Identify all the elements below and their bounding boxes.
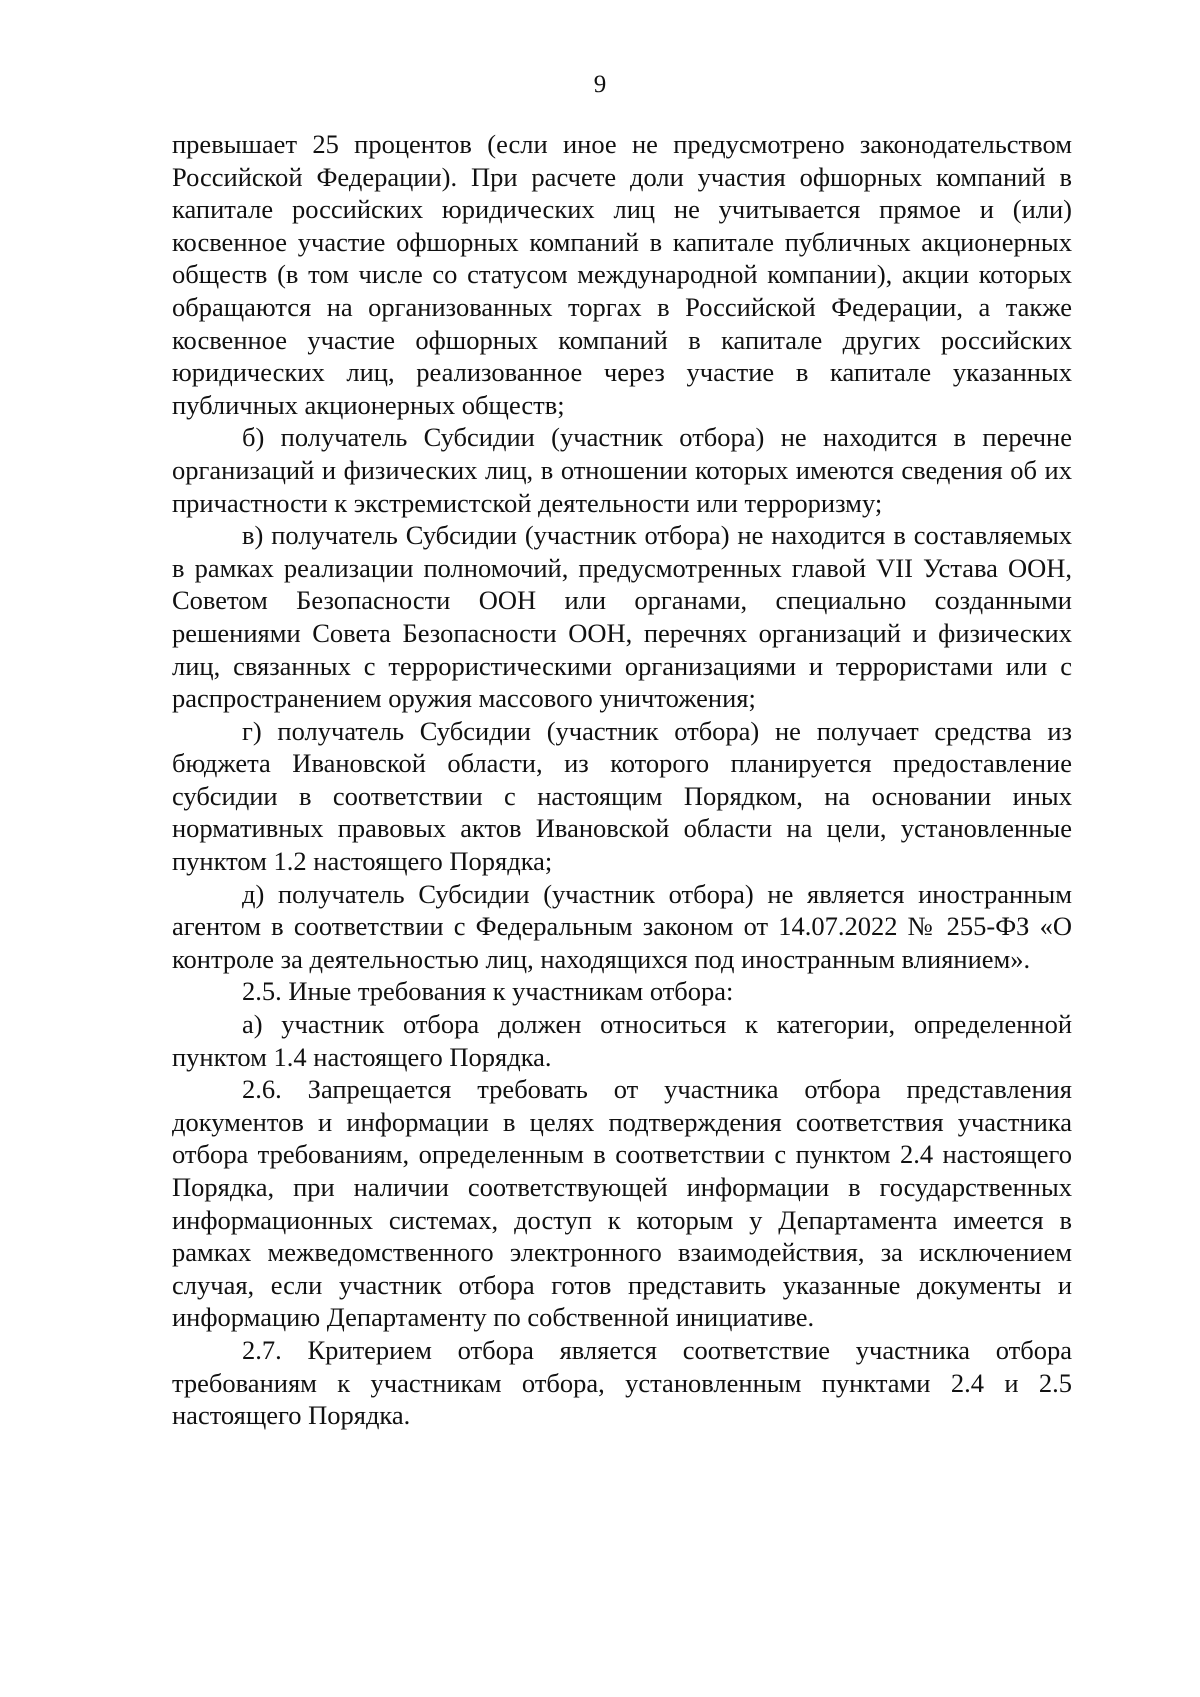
document-body <box>172 128 1072 1432</box>
paragraph-section-2-6: 2.6. Запрещается требовать от участника отбора представления документов и информации в целях подтверждения соответствия участника отбора требованиям, определенным в соответствии с пунктом 2.4 настоящего Порядка, при наличии соответствующей информации в государственных информационных системах, доступ к которым у Департамента имеется в рамках межведомственного электронного взаимодействия, за исключением случая, если участник отбора готов представить указанные документы и информацию Департаменту по собственной инициативе. <box>172 1074 1072 1333</box>
paragraph-section-2-7: 2.7. Критерием отбора является соответствие участника отбора требованиям к участникам отбора, установленным пунктами 2.4 и 2.5 настоящего Порядка. <box>172 1334 1072 1431</box>
paragraph-offshore-participation: превышает 25 процентов (если иное не предусмотрено законодательством Российской Федерации). При расчете доли участия офшорных компаний в капитале российских юридических лиц не учитывается прямое и (или) косвенное участие офшорных компаний в капитале публичных акционерных обществ (в том числе со статусом международной компании), акции которых обращаются на организованных торгах в Российской Федерации, а также косвенное участие офшорных компаний в капитале других российских юридических лиц, реализованное через участие в капитале указанных публичных акционерных обществ; <box>172 129 1072 420</box>
page-number: 9 <box>593 71 607 98</box>
paragraph-item-v: в) получатель Субсидии (участник отбора) не находится в составляемых в рамках реализации полномочий, предусмотренных главой VII Устава ООН, Советом Безопасности ООН или органами, специально созданными решениями Совета Безопасности ООН, перечнях организаций и физических лиц, связанных с террористическими организациями и террористами или с распространением оружия массового уничтожения; <box>172 520 1072 714</box>
paragraph-item-g: г) получатель Субсидии (участник отбора) не получает средства из бюджета Ивановской области, из которого планируется предоставление субсидии в соответствии с настоящим Порядком, на основании иных нормативных правовых актов Ивановской области на цели, установленные пунктом 1.2 настоящего Порядка; <box>172 715 1072 877</box>
paragraph-item-b: б) получатель Субсидии (участник отбора) не находится в перечне организаций и физических лиц, в отношении которых имеются сведения об их причастности к экстремистской деятельности или терроризму; <box>172 422 1072 518</box>
paragraph-item-d: д) получатель Субсидии (участник отбора) не является иностранным агентом в соответствии с Федеральным законом от 14.07.2022 № 255-ФЗ «О контроле за деятельностью лиц, находящихся под иностранным влиянием». <box>172 878 1072 974</box>
paragraph-item-a: а) участник отбора должен относиться к категории, определенной пунктом 1.4 настоящего Порядка. <box>172 1009 1072 1072</box>
paragraph-section-2-5: 2.5. Иные требования к участникам отбора: <box>242 976 734 1007</box>
